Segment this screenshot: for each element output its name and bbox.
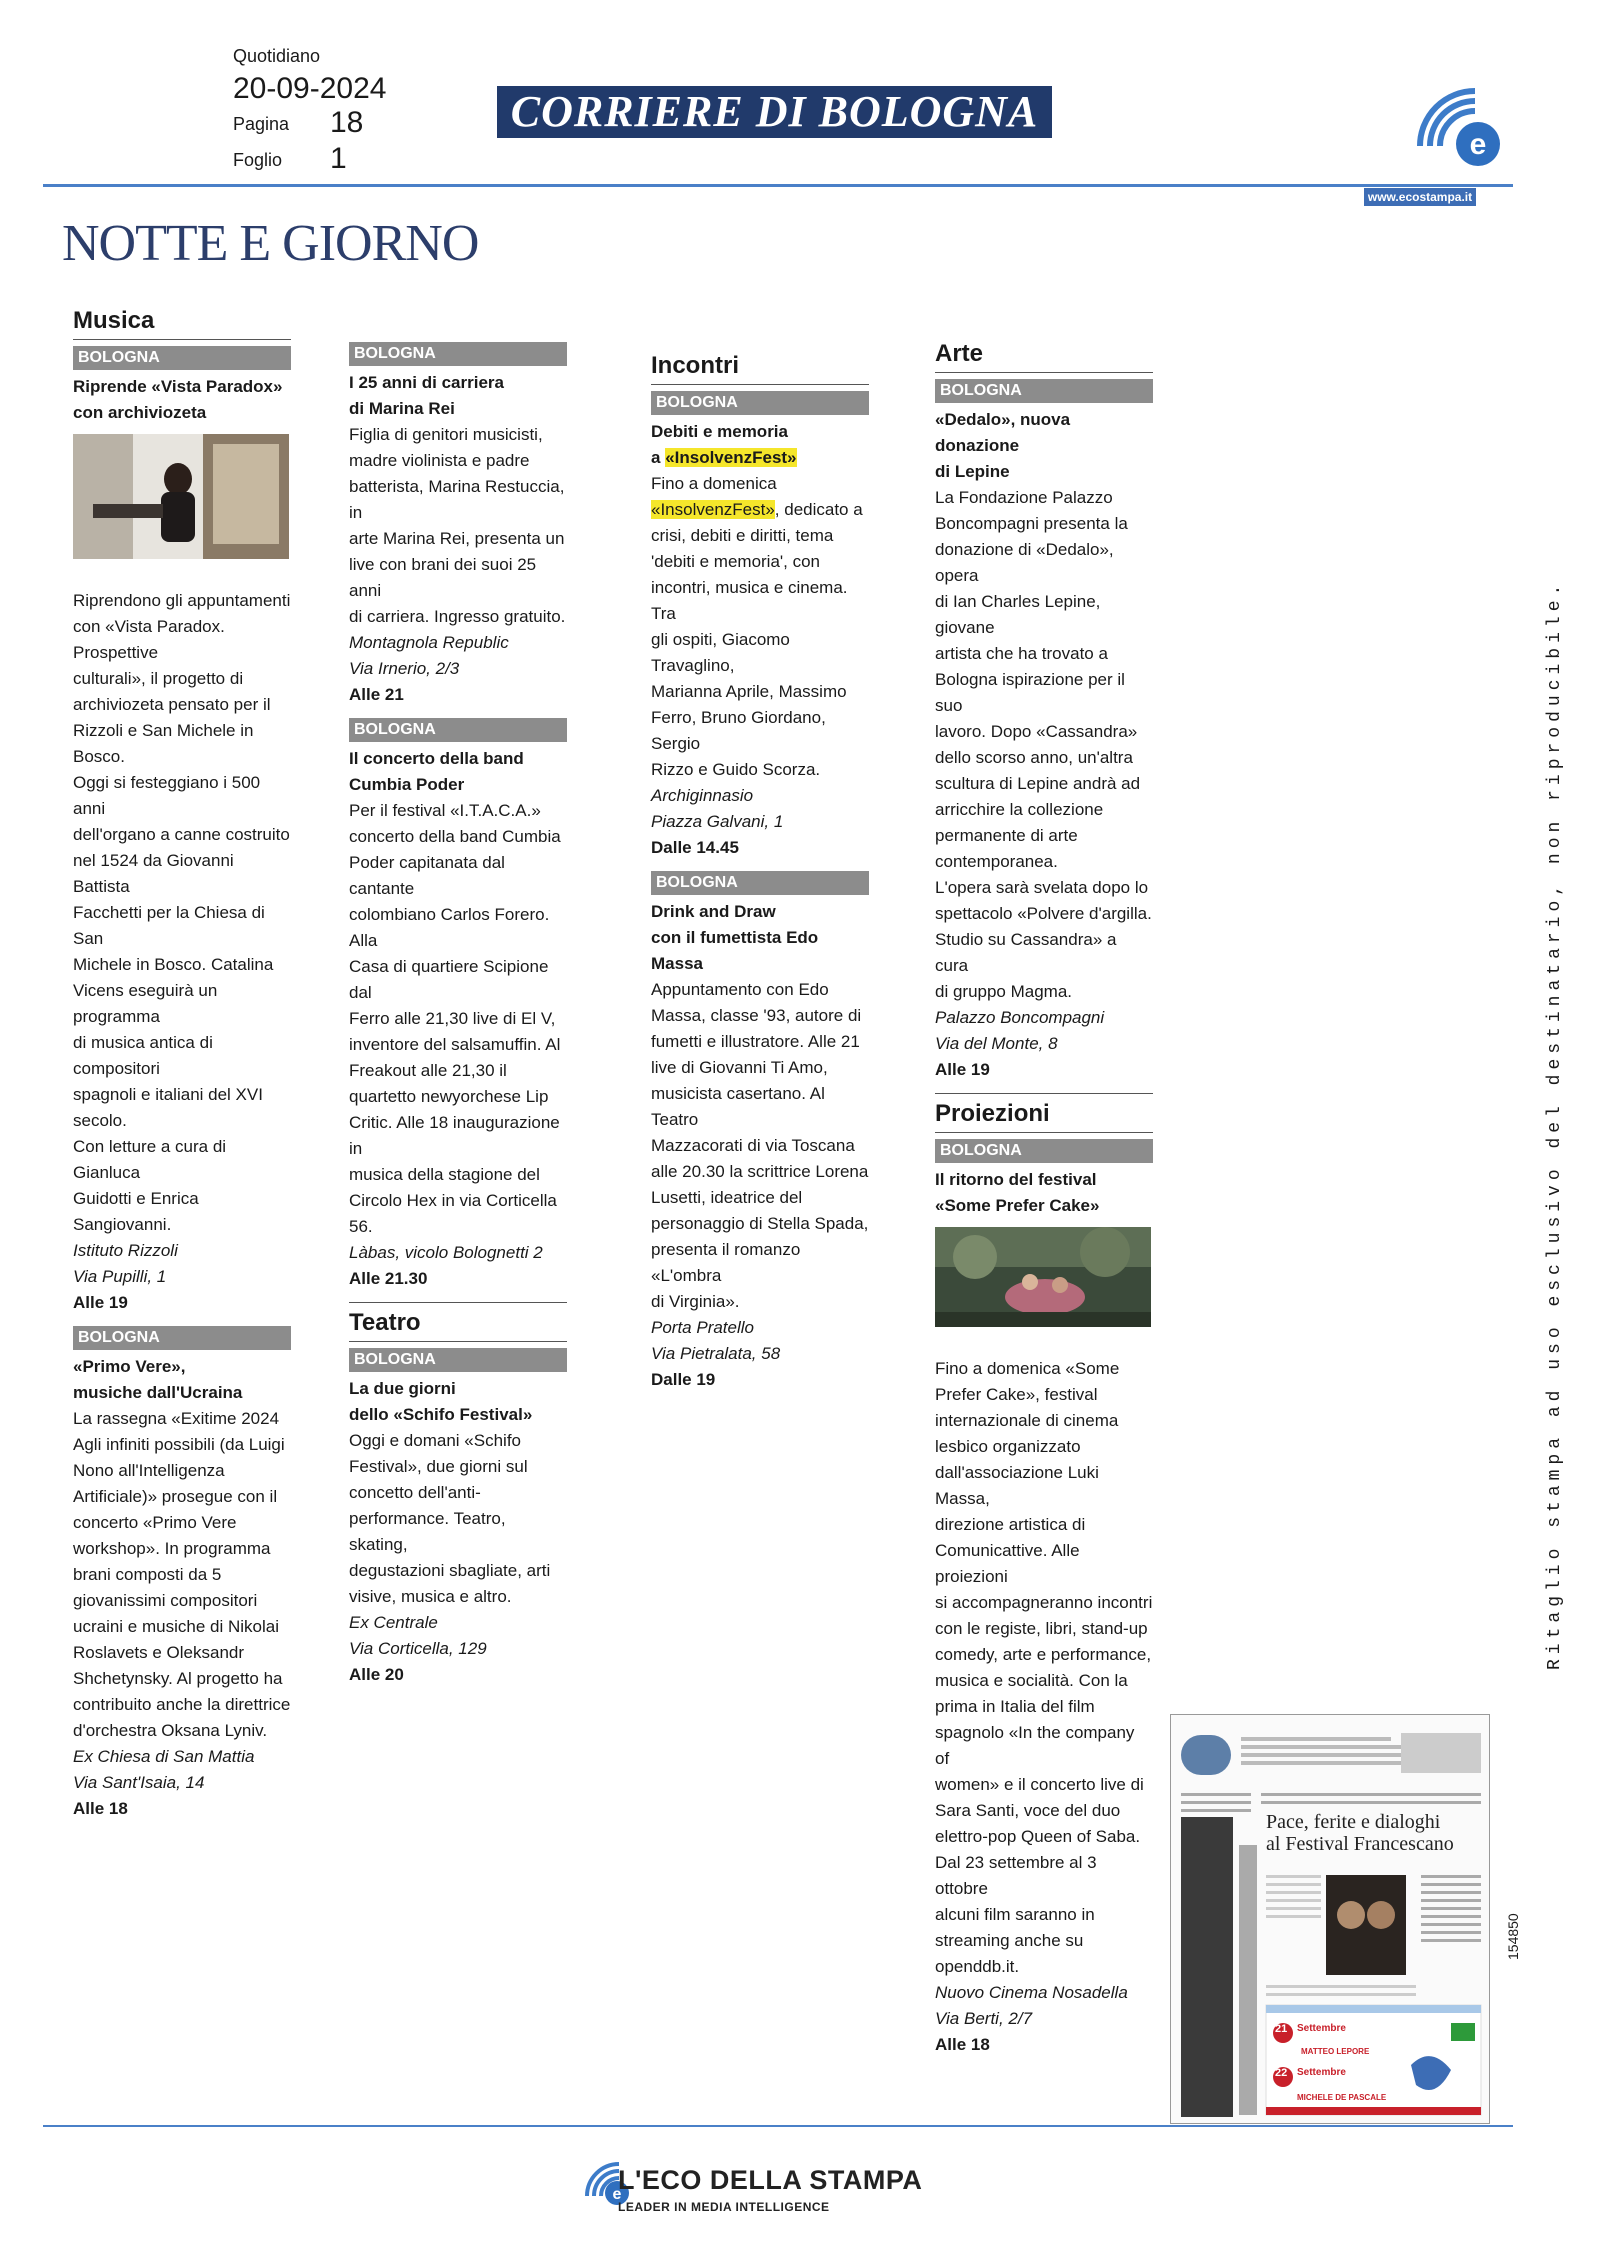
city-tag: BOLOGNA (935, 1139, 1153, 1163)
sheet-label: Foglio (233, 150, 283, 170)
event-venue: Làbas, vicolo Bolognetti 2 (349, 1243, 543, 1262)
event-venue: Nuovo Cinema Nosadella (935, 1983, 1128, 2002)
category-heading: Proiezioni (935, 1100, 1153, 1133)
city-tag: BOLOGNA (349, 718, 567, 742)
event-photo (73, 434, 289, 559)
footer-tagline: LEADER IN MEDIA INTELLIGENCE (618, 2200, 830, 2214)
thumbnail-month-1: Settembre (1297, 2023, 1346, 2034)
svg-text:e: e (612, 2186, 622, 2203)
footer-brand-name: L'ECO DELLA STAMPA (618, 2165, 923, 2195)
event-time: Dalle 14.45 (651, 838, 739, 857)
event-venue: Ex Centrale (349, 1613, 438, 1632)
city-tag: BOLOGNA (349, 1348, 567, 1372)
event-headline: I 25 anni di carriera di Marina Rei (349, 373, 504, 418)
column-incontri (651, 352, 869, 1403)
event-photo (935, 1227, 1151, 1327)
page-number: 18 (330, 106, 364, 139)
event-address: Via Pupilli, 1 (73, 1267, 167, 1286)
event-body: Oggi e domani «Schifo Festival», due giorni sul concetto dell'anti- performance. Teatro, skating, degustazioni sbagliate, arti visive, musica e altro. (349, 1431, 551, 1606)
clipping-code: 154850 (1505, 1913, 1521, 1960)
event-body: La Fondazione Palazzo Boncompagni presenta la donazione di «Dedalo», opera di Ian Charles Lepine, giovane artista che ha trovato a Bologna ispirazione per il suo lavoro. Dopo «Cassandra» dello scorso anno, un'altra scultura di Lepine andrà ad arricchire la collezione permanente di arte contemporanea. L'opera sarà svelata dopo lo spettacolo «Polvere d'argilla. Studio su Cassandra» a cura di gruppo Magma. (935, 488, 1152, 1001)
copyright-notice: Ritaglio stampa ad uso esclusivo del destinatario, non riproducibile. (1545, 579, 1565, 1670)
event-body: Per il festival «I.T.A.C.A.» concerto della band Cumbia Poder capitanata dal cantante colombiano Carlos Forero. Alla Casa di quartiere Scipione dal Ferro alle 21,30 live di El V, inventore del salsamuffin. Al Freakout alle 21,30 il quartetto newyorchese Lip Critic. Alle 18 inaugurazione in musica della stagione del Circolo Hex in via Corticella 56. (349, 801, 561, 1236)
event-time: Alle 18 (935, 2035, 990, 2054)
city-tag: BOLOGNA (651, 871, 869, 895)
event-headline: Debiti e memoria a «InsolvenzFest» (651, 422, 797, 467)
divider (349, 1302, 567, 1303)
event-headline: La due giorni dello «Schifo Festival» (349, 1379, 533, 1424)
sheet-number: 1 (330, 142, 347, 175)
column-2 (349, 342, 567, 1698)
divider (935, 1093, 1153, 1094)
event-time: Alle 20 (349, 1665, 404, 1684)
city-tag: BOLOGNA (73, 346, 291, 370)
category-heading: Teatro (349, 1309, 567, 1342)
event-address: Piazza Galvani, 1 (651, 812, 784, 831)
thumbnail-graphics (1171, 1715, 1489, 2123)
event-venue: Palazzo Boncompagni (935, 1008, 1105, 1027)
event-headline: «Primo Vere», musiche dall'Ucraina (73, 1357, 243, 1402)
thumbnail-name-1: MATTEO LEPORE (1301, 2047, 1370, 2056)
event-headline: Riprende «Vista Paradox» con archiviozeta (73, 377, 283, 422)
event-address: Via del Monte, 8 (935, 1034, 1058, 1053)
event-body: Appuntamento con Edo Massa, classe '93, autore di fumetti e illustratore. Alle 21 live di Giovanni Ti Amo, musicista casertano. Al Teatro Mazzacorati di via Toscana alle 20.30 la scrittrice Lorena Lusetti, ideatrice del personaggio di Stella Spada, presenta il romanzo «L'ombra di Virginia». (651, 980, 869, 1311)
event-address: Via Sant'Isaia, 14 (73, 1773, 205, 1792)
event-venue: Istituto Rizzoli (73, 1241, 178, 1260)
header-rule (43, 184, 1513, 187)
column-musica (73, 307, 291, 1832)
event-time: Alle 21.30 (349, 1269, 428, 1288)
highlighted-text: «InsolvenzFest» (665, 448, 797, 467)
event-time: Alle 18 (73, 1799, 128, 1818)
city-tag: BOLOGNA (651, 391, 869, 415)
thumbnail-day-1: 21 (1275, 2023, 1288, 2035)
page-thumbnail (1170, 1714, 1490, 2124)
event-venue: Porta Pratello (651, 1318, 754, 1337)
section-title: NOTTE E GIORNO (62, 215, 479, 272)
highlighted-text: «InsolvenzFest» (651, 500, 775, 519)
event-venue: Ex Chiesa di San Mattia (73, 1747, 255, 1766)
event-body: La rassegna «Exitime 2024 Agli infiniti possibili (da Luigi Nono all'Intelligenza Artificiale)» prosegue con il concerto «Primo Vere workshop». In programma brani composti da 5 giovanissimi compositori ucraini e musiche di Nikolai Roslavets e Oleksandr Shchetynsky. Al progetto ha contribuito anche la direttrice d'orchestra Oksana Lyniv. (73, 1409, 291, 1740)
event-time: Dalle 19 (651, 1370, 716, 1389)
event-headline: Drink and Draw con il fumettista Edo Massa (651, 902, 819, 973)
publication-date: 20-09-2024 (233, 72, 387, 105)
event-headline: Il ritorno del festival «Some Prefer Cake» (935, 1170, 1100, 1215)
event-body: Figlia di genitori musicisti, madre violinista e padre batterista, Marina Restuccia, in arte Marina Rei, presenta un live con brani dei suoi 25 anni di carriera. Ingresso gratuito. (349, 425, 566, 626)
publication-type: Quotidiano (233, 46, 321, 66)
thumbnail-month-2: Settembre (1297, 2067, 1346, 2078)
event-address: Via Irnerio, 2/3 (349, 659, 460, 678)
event-address: Via Corticella, 129 (349, 1639, 487, 1658)
eco-stampa-logo-icon (1410, 76, 1510, 172)
page-label: Pagina (233, 114, 290, 134)
category-heading: Incontri (651, 352, 869, 385)
event-body: Fino a domenica «InsolvenzFest», dedicato a crisi, debiti e diritti, tema 'debiti e memoria', con incontri, musica e cinema. Tra gli ospiti, Giacomo Travaglino, Marianna Aprile, Massimo Ferro, Bruno Giordano, Sergio Rizzo e Guido Scorza. (651, 474, 863, 779)
event-venue: Archiginnasio (651, 786, 754, 805)
event-time: Alle 19 (935, 1060, 990, 1079)
event-body: Fino a domenica «Some Prefer Cake», festival internazionale di cinema lesbico organizzato dall'associazione Luki Massa, direzione artistica di Comunicattive. Alle proiezioni si accompagneranno incontri con le registe, libri, stand-up comedy, arte e performance, musica e socialità. Con la prima in Italia del film spagnolo «In the company of women» e il concerto live di Sara Santi, voce del duo elettro-pop Queen of Saba. Dal 23 settembre al 3 ottobre alcuni film saranno in streaming anche su openddb.it. (935, 1359, 1153, 1976)
thumbnail-headline: Pace, ferite e dialoghi al Festival Francescano (1266, 1811, 1454, 1855)
event-address: Via Berti, 2/7 (935, 2009, 1033, 2028)
category-heading: Arte (935, 340, 1153, 373)
event-time: Alle 21 (349, 685, 404, 704)
masthead: CORRIERE DI BOLOGNA (497, 86, 1052, 138)
city-tag: BOLOGNA (935, 379, 1153, 403)
event-headline: «Dedalo», nuova donazione di Lepine (935, 410, 1071, 481)
website-url: www.ecostampa.it (1364, 188, 1476, 206)
city-tag: BOLOGNA (73, 1326, 291, 1350)
svg-text:e: e (1469, 128, 1487, 161)
event-headline: Il concerto della band Cumbia Poder (349, 749, 524, 794)
footer-rule (43, 2125, 1513, 2127)
event-body: Riprendono gli appuntamenti con «Vista Paradox. Prospettive culturali», il progetto di archiviozeta pensato per il Rizzoli e San Michele in Bosco. Oggi si festeggiano i 500 anni dell'organo a canne costruito nel 1524 da Giovanni Battista Facchetti per la Chiesa di San Michele in Bosco. Catalina Vicens eseguirà un programma di musica antica di compositori spagnoli e italiani del XVI secolo. Con letture a cura di Gianluca Guidotti e Enrica Sangiovanni. (73, 591, 291, 1234)
category-heading: Musica (73, 307, 291, 340)
thumbnail-name-2: MICHELE DE PASCALE (1297, 2093, 1387, 2102)
event-address: Via Pietralata, 58 (651, 1344, 781, 1363)
column-arte (935, 340, 1153, 2068)
event-time: Alle 19 (73, 1293, 128, 1312)
thumbnail-day-2: 22 (1275, 2067, 1288, 2079)
event-venue: Montagnola Republic (349, 633, 509, 652)
city-tag: BOLOGNA (349, 342, 567, 366)
